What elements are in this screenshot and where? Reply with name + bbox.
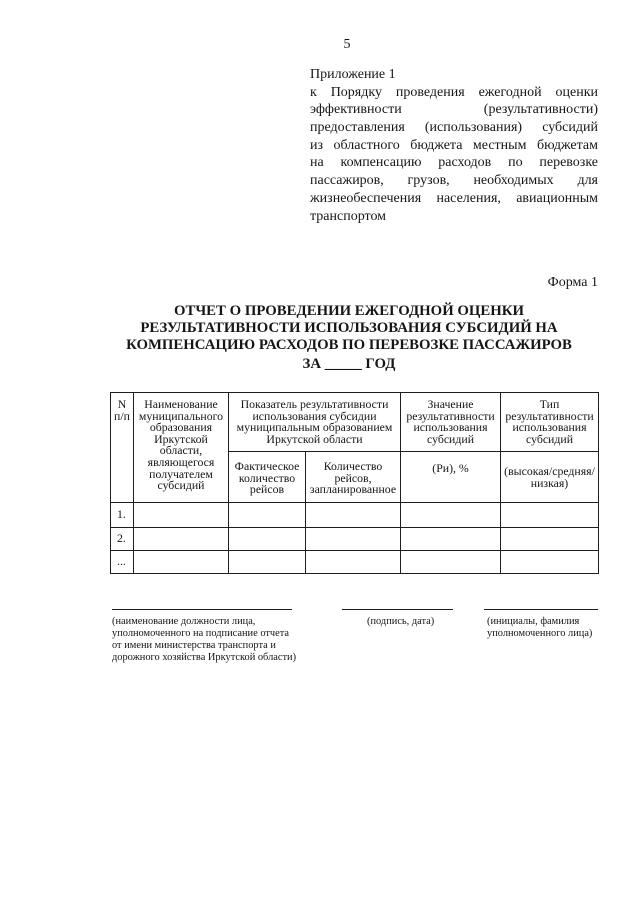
- report-title-line: КОМПЕНСАЦИЮ РАСХОДОВ ПО ПЕРЕВОЗКЕ ПАССАЖИРОВ: [126, 337, 572, 353]
- data-cell: [501, 551, 599, 574]
- appendix-line: эффективности (результативности): [310, 102, 598, 118]
- name-caption: (инициалы, фамилия уполномоченного лица): [487, 616, 593, 639]
- data-cell: [401, 528, 501, 551]
- report-title-line: РЕЗУЛЬТАТИВНОСТИ ИСПОЛЬЗОВАНИЯ СУБСИДИЙ НА: [140, 320, 558, 336]
- appendix-line: из областного бюджета местным бюджетам: [310, 137, 598, 153]
- header-type-options: (высокая/средняя/ низкая): [501, 452, 599, 503]
- data-cell: [401, 551, 501, 574]
- page-number: 5: [343, 37, 351, 52]
- data-cell: [229, 503, 306, 528]
- form-label: Форма 1: [547, 275, 598, 290]
- header-number: N п/п: [111, 393, 134, 503]
- table-row: [111, 551, 599, 574]
- row-number: ...: [111, 551, 134, 574]
- header-actual-trips: Фактическое количество рейсов: [229, 452, 306, 503]
- data-cell: [501, 528, 599, 551]
- header-value-unit: (Ри), %: [401, 452, 501, 503]
- table-row: [111, 503, 599, 528]
- position-caption: (наименование должности лица, уполномоченного на подписание отчета от имени министерства транспорта и дорожного хозяйства Иркутской области): [112, 616, 297, 663]
- header-indicator: Показатель результативности использования субсидии муниципальным образованием Иркутской области: [229, 393, 401, 452]
- appendix-line: жизнеобеспечения населения, авиационным: [310, 190, 598, 206]
- appendix-header: [310, 66, 598, 225]
- data-cell: [401, 503, 501, 528]
- data-cell: [306, 503, 401, 528]
- data-cell: [501, 503, 599, 528]
- report-table: [110, 392, 599, 574]
- appendix-title: Приложение 1: [310, 67, 396, 82]
- signature-date-line: [342, 609, 453, 610]
- data-cell: [306, 528, 401, 551]
- header-municipality: Наименование муниципального образования Иркутской области, являющегося получателем субсидий: [134, 393, 229, 503]
- data-cell: [306, 551, 401, 574]
- position-signature-line: [112, 609, 292, 610]
- report-title-line: ОТЧЕТ О ПРОВЕДЕНИИ ЕЖЕГОДНОЙ ОЦЕНКИ: [173, 303, 525, 319]
- report-period: ЗА _____ ГОД: [302, 356, 396, 372]
- name-signature-line: [484, 609, 598, 610]
- data-cell: [229, 528, 306, 551]
- row-number: 2.: [111, 528, 134, 551]
- row-number: 1.: [111, 503, 134, 528]
- signature-date-caption: (подпись, дата): [367, 616, 435, 627]
- table-row: [111, 528, 599, 551]
- data-cell: [134, 503, 229, 528]
- table-header-row: [111, 393, 599, 452]
- data-cell: [229, 551, 306, 574]
- appendix-line: предоставления (использования) субсидий: [310, 120, 598, 136]
- header-value: Значение результативности использования субсидий: [401, 393, 501, 452]
- appendix-line: к Порядку проведения ежегодной оценки: [310, 84, 598, 100]
- appendix-line: пассажиров, грузов, необходимых для: [310, 173, 598, 189]
- report-title: [84, 303, 614, 373]
- appendix-line: на компенсацию расходов по перевозке: [310, 155, 598, 171]
- data-cell: [134, 528, 229, 551]
- header-planned-trips: Количество рейсов, запланированное: [306, 452, 401, 503]
- data-cell: [134, 551, 229, 574]
- header-type: Тип результативности использования субсидий: [501, 393, 599, 452]
- appendix-line: транспортом: [310, 208, 387, 224]
